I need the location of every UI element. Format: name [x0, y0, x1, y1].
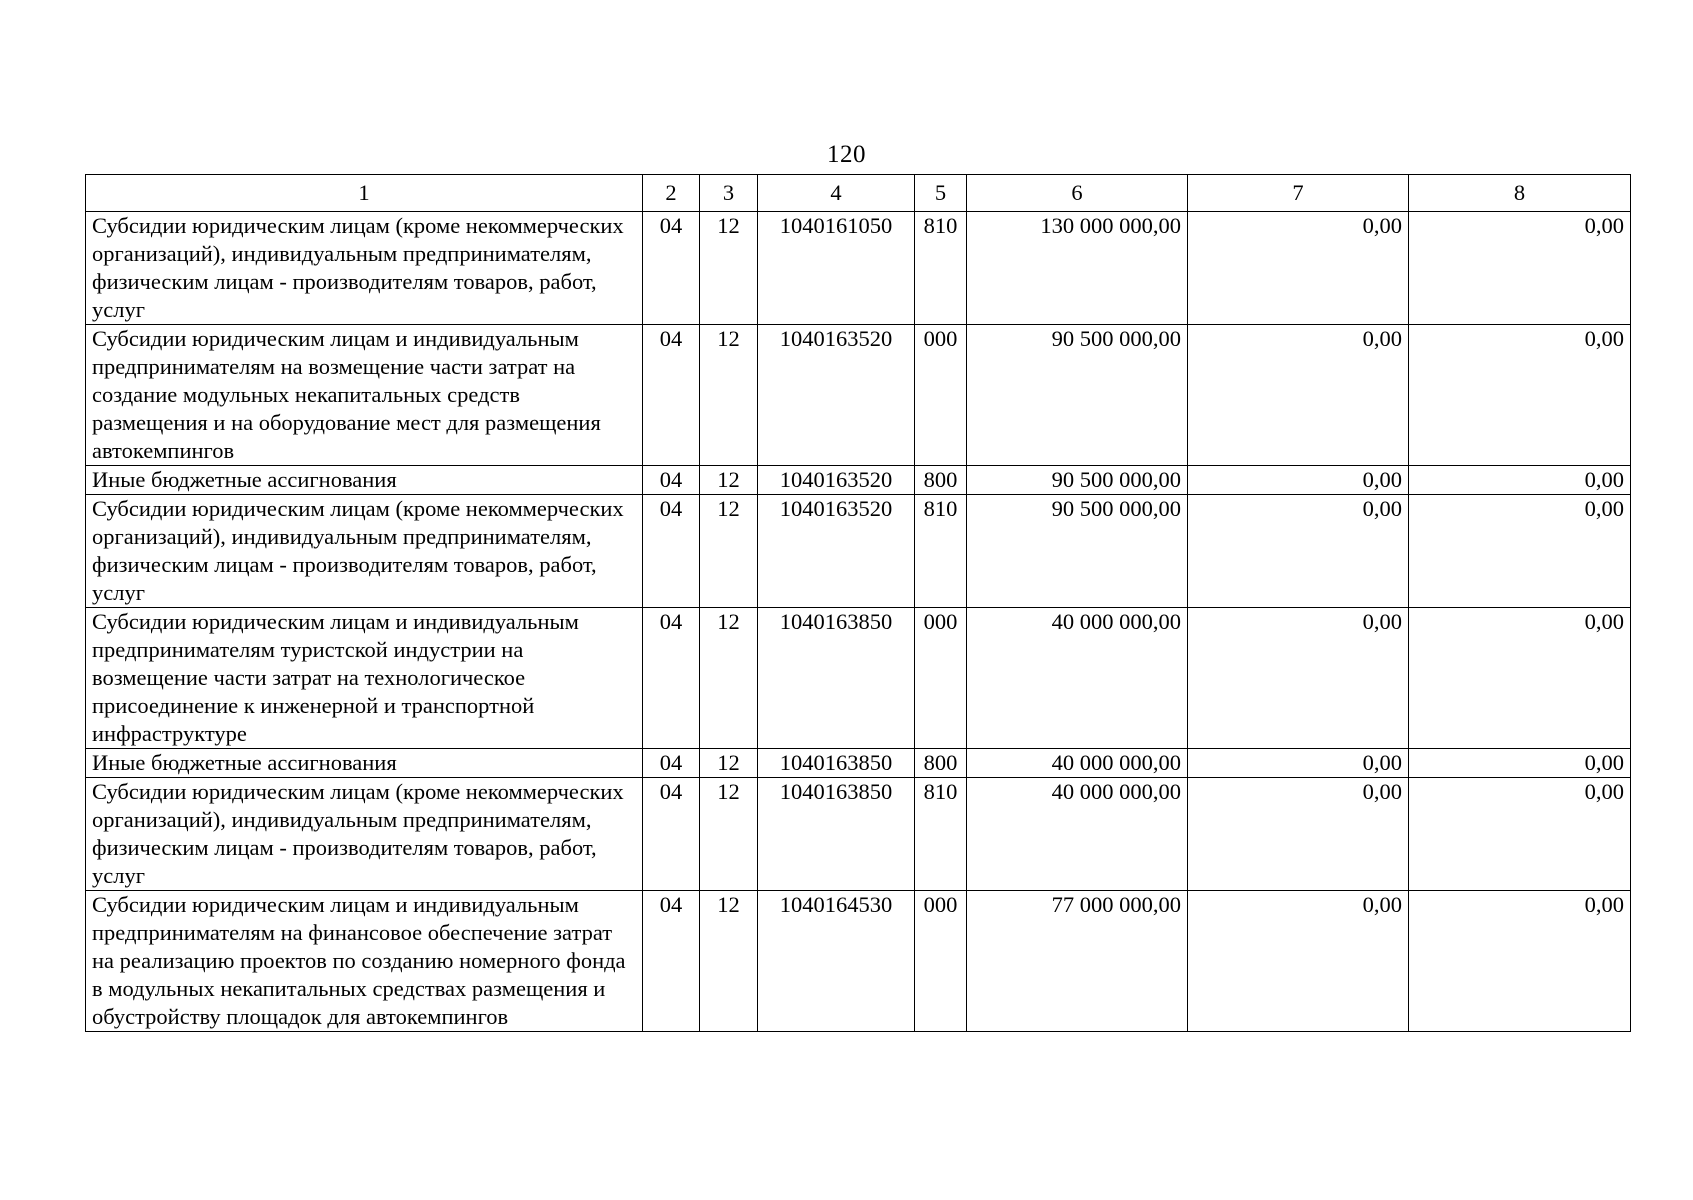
table-row [86, 749, 1631, 778]
row-amount-col7: 0,00 [1188, 778, 1409, 891]
column-header-7: 7 [1188, 175, 1409, 212]
row-target-code: 1040163520 [758, 495, 915, 608]
row-subsection-code: 12 [700, 608, 758, 749]
table-row [86, 891, 1631, 1032]
row-target-code: 1040163520 [758, 466, 915, 495]
row-subsection-code: 12 [700, 749, 758, 778]
column-header-8: 8 [1409, 175, 1631, 212]
row-amount-col8: 0,00 [1409, 749, 1631, 778]
column-header-1: 1 [86, 175, 643, 212]
row-amount-col8: 0,00 [1409, 608, 1631, 749]
column-header-4: 4 [758, 175, 915, 212]
table-row [86, 608, 1631, 749]
row-amount-col6: 77 000 000,00 [967, 891, 1188, 1032]
row-target-code: 1040163520 [758, 325, 915, 466]
row-name: Субсидии юридическим лицам (кроме некоммерческих организаций), индивидуальным предпринимателям, физическим лицам - производителям товаров, работ, услуг [86, 212, 643, 325]
row-expense-type-code: 810 [915, 495, 967, 608]
column-header-2: 2 [643, 175, 700, 212]
column-header-5: 5 [915, 175, 967, 212]
row-amount-col6: 40 000 000,00 [967, 608, 1188, 749]
row-expense-type-code: 000 [915, 891, 967, 1032]
row-section-code: 04 [643, 778, 700, 891]
row-expense-type-code: 800 [915, 749, 967, 778]
column-header-6: 6 [967, 175, 1188, 212]
row-amount-col6: 40 000 000,00 [967, 749, 1188, 778]
row-subsection-code: 12 [700, 891, 758, 1032]
row-section-code: 04 [643, 891, 700, 1032]
row-subsection-code: 12 [700, 466, 758, 495]
row-amount-col7: 0,00 [1188, 495, 1409, 608]
row-expense-type-code: 810 [915, 212, 967, 325]
row-section-code: 04 [643, 325, 700, 466]
row-section-code: 04 [643, 749, 700, 778]
row-amount-col7: 0,00 [1188, 466, 1409, 495]
row-target-code: 1040163850 [758, 608, 915, 749]
row-target-code: 1040163850 [758, 749, 915, 778]
row-section-code: 04 [643, 495, 700, 608]
row-name: Субсидии юридическим лицам и индивидуальным предпринимателям на возмещение части затрат на создание модульных некапитальных средств размещения и на оборудование мест для размещения автокемпингов [86, 325, 643, 466]
row-name: Субсидии юридическим лицам (кроме некоммерческих организаций), индивидуальным предпринимателям, физическим лицам - производителям товаров, работ, услуг [86, 495, 643, 608]
row-amount-col7: 0,00 [1188, 891, 1409, 1032]
row-target-code: 1040164530 [758, 891, 915, 1032]
row-expense-type-code: 000 [915, 608, 967, 749]
row-section-code: 04 [643, 608, 700, 749]
row-name: Иные бюджетные ассигнования [86, 749, 643, 778]
row-target-code: 1040163850 [758, 778, 915, 891]
page-number: 120 [827, 141, 866, 168]
row-name: Субсидии юридическим лицам и индивидуальным предпринимателям туристской индустрии на возмещение части затрат на технологическое присоединение к инженерной и транспортной инфраструктуре [86, 608, 643, 749]
row-subsection-code: 12 [700, 495, 758, 608]
row-amount-col6: 90 500 000,00 [967, 325, 1188, 466]
row-subsection-code: 12 [700, 212, 758, 325]
table-row [86, 466, 1631, 495]
row-amount-col8: 0,00 [1409, 466, 1631, 495]
row-amount-col8: 0,00 [1409, 212, 1631, 325]
row-name: Иные бюджетные ассигнования [86, 466, 643, 495]
row-amount-col8: 0,00 [1409, 325, 1631, 466]
row-amount-col8: 0,00 [1409, 891, 1631, 1032]
row-section-code: 04 [643, 212, 700, 325]
row-section-code: 04 [643, 466, 700, 495]
row-amount-col6: 90 500 000,00 [967, 466, 1188, 495]
header-row [86, 175, 1631, 212]
row-target-code: 1040161050 [758, 212, 915, 325]
table-row [86, 212, 1631, 325]
row-amount-col8: 0,00 [1409, 495, 1631, 608]
row-expense-type-code: 000 [915, 325, 967, 466]
table-row [86, 778, 1631, 891]
budget-table [85, 174, 1631, 1032]
row-amount-col7: 0,00 [1188, 212, 1409, 325]
table-row [86, 325, 1631, 466]
row-subsection-code: 12 [700, 778, 758, 891]
row-subsection-code: 12 [700, 325, 758, 466]
table-row [86, 495, 1631, 608]
column-header-3: 3 [700, 175, 758, 212]
row-amount-col6: 40 000 000,00 [967, 778, 1188, 891]
row-amount-col7: 0,00 [1188, 608, 1409, 749]
row-name: Субсидии юридическим лицам (кроме некоммерческих организаций), индивидуальным предпринимателям, физическим лицам - производителям товаров, работ, услуг [86, 778, 643, 891]
row-amount-col7: 0,00 [1188, 749, 1409, 778]
row-amount-col6: 90 500 000,00 [967, 495, 1188, 608]
row-amount-col6: 130 000 000,00 [967, 212, 1188, 325]
row-expense-type-code: 810 [915, 778, 967, 891]
row-amount-col8: 0,00 [1409, 778, 1631, 891]
row-name: Субсидии юридическим лицам и индивидуальным предпринимателям на финансовое обеспечение затрат на реализацию проектов по созданию номерного фонда в модульных некапитальных средствах размещения и обустройству площадок для автокемпингов [86, 891, 643, 1032]
row-expense-type-code: 800 [915, 466, 967, 495]
row-amount-col7: 0,00 [1188, 325, 1409, 466]
